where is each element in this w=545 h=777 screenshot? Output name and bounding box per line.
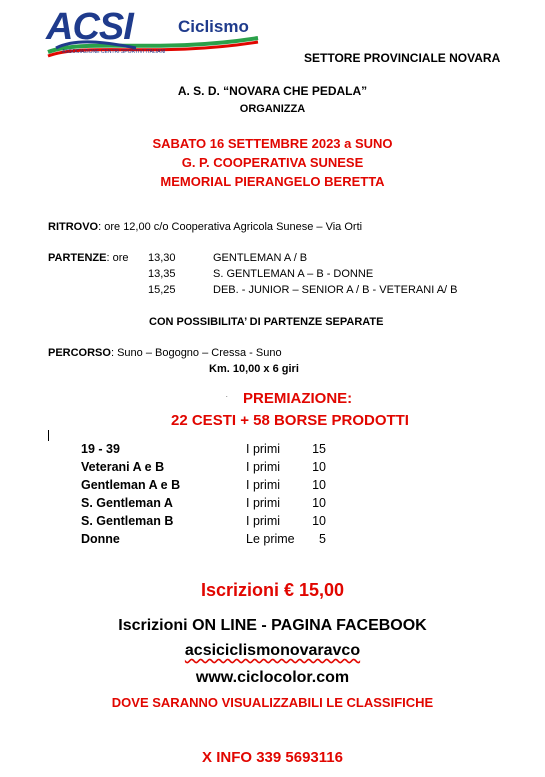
prize-category: S. Gentleman A bbox=[81, 496, 173, 510]
prize-label: I primi bbox=[246, 460, 281, 474]
prize-count: 10 bbox=[312, 514, 326, 528]
departures-heading bbox=[48, 252, 128, 264]
prize-category: 19 - 39 bbox=[81, 442, 120, 456]
prize-category: Veterani A e B bbox=[81, 460, 165, 474]
prize-category: Gentleman A e B bbox=[81, 478, 181, 492]
departures-label: PARTENZE bbox=[48, 252, 107, 264]
prize-label: Le prime bbox=[246, 532, 295, 546]
prize-count: 15 bbox=[312, 442, 326, 456]
sector-title: SETTORE PROVINCIALE NOVARA bbox=[304, 51, 501, 65]
departure-category: GENTLEMAN A / B bbox=[213, 252, 308, 264]
departure-category: DEB. - JUNIOR – SENIOR A / B - VETERANI A/ B bbox=[213, 284, 458, 296]
website-link[interactable]: www.ciclocolor.com bbox=[195, 669, 350, 686]
departure-time: 13,30 bbox=[148, 252, 176, 264]
event-date-place: SABATO 16 SETTEMBRE 2023 a SUNO bbox=[152, 136, 393, 151]
prize-label: I primi bbox=[246, 496, 281, 510]
prizes-summary: 22 CESTI + 58 BORSE PRODOTTI bbox=[171, 412, 409, 429]
departure-time: 15,25 bbox=[148, 284, 176, 296]
meeting-label: RITROVO bbox=[48, 221, 99, 233]
departure-time: 13,35 bbox=[148, 268, 176, 280]
prize-category: S. Gentleman B bbox=[81, 514, 174, 528]
departure-category: S. GENTLEMAN A – B - DONNE bbox=[213, 268, 374, 280]
meeting-text: : ore 12,00 c/o Cooperativa Agricola Sunese – Via Orti bbox=[98, 221, 363, 233]
meeting-line bbox=[48, 221, 362, 233]
prize-count: 10 bbox=[312, 478, 326, 492]
prize-category: Donne bbox=[81, 532, 120, 546]
prize-count: 10 bbox=[312, 496, 326, 510]
organizes-label: ORGANIZZA bbox=[239, 103, 306, 115]
event-race-name: G. P. COOPERATIVA SUNESE bbox=[181, 155, 364, 170]
prize-label: I primi bbox=[246, 514, 281, 528]
organizer-name: A. S. D. “NOVARA CHE PEDALA” bbox=[177, 84, 368, 98]
registration-online: Iscrizioni ON LINE - PAGINA FACEBOOK bbox=[118, 617, 427, 634]
registration-fee: Iscrizioni € 15,00 bbox=[200, 580, 345, 600]
departures-prefix: : ore bbox=[106, 252, 129, 264]
route-line bbox=[48, 347, 282, 359]
route-label: PERCORSO bbox=[48, 347, 111, 359]
info-phone: X INFO 339 5693116 bbox=[202, 749, 343, 766]
prizes-title: PREMIAZIONE: bbox=[243, 390, 353, 407]
results-note: DOVE SARANNO VISUALIZZABILI LE CLASSIFICHE bbox=[111, 695, 434, 710]
logo-subtitle: ASSOCIAZIONE CENTRI SPORTIVI ITALIANI bbox=[62, 49, 166, 55]
bullet-dot: . bbox=[226, 393, 228, 399]
separate-departures-note: CON POSSIBILITA’ DI PARTENZE SEPARATE bbox=[149, 316, 384, 328]
facebook-page-name bbox=[0, 642, 545, 660]
text-cursor bbox=[48, 430, 49, 441]
logo-acsi-text: ACSI bbox=[46, 6, 133, 48]
route-distance: Km. 10,00 x 6 giri bbox=[209, 363, 299, 375]
route-text: : Suno – Bogogno – Cressa - Suno bbox=[110, 347, 282, 359]
prize-label: I primi bbox=[246, 478, 281, 492]
prize-count: 5 bbox=[319, 532, 326, 546]
event-memorial: MEMORIAL PIERANGELO BERETTA bbox=[160, 174, 385, 189]
facebook-page-link[interactable]: acsiciclismonovaravco bbox=[184, 642, 361, 659]
prize-label: I primi bbox=[246, 442, 281, 456]
prize-count: 10 bbox=[312, 460, 326, 474]
logo-ciclismo-text: Ciclismo bbox=[178, 17, 249, 36]
